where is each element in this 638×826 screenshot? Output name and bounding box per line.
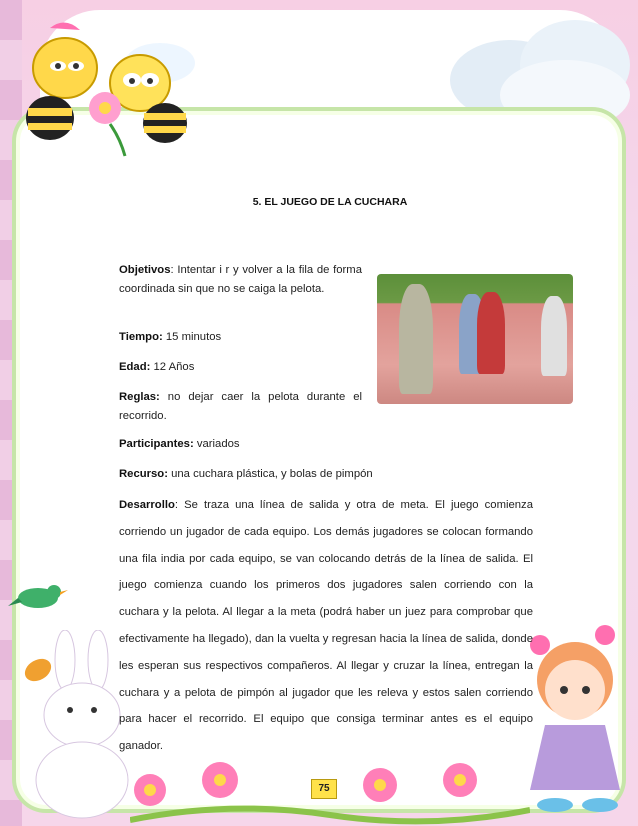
bird-illustration: [8, 578, 68, 618]
reglas-text: no dejar caer la pelota durante el recorrido.: [119, 391, 362, 422]
section-title: 5. EL JUEGO DE LA CUCHARA: [252, 196, 408, 208]
tiempo-text: 15 minutos: [162, 331, 222, 343]
girl-illustration: [520, 615, 630, 815]
bees-illustration: [10, 8, 200, 158]
edad-paragraph: [119, 358, 362, 377]
participantes-text: variados: [193, 438, 240, 450]
recurso-text: una cuchara plástica, y bolas de pimpón: [167, 468, 373, 480]
recurso-label: Recurso:: [119, 468, 168, 480]
reglas-label: Reglas:: [119, 391, 160, 403]
children-playing-photo: [377, 274, 573, 404]
desarrollo-label: Desarrollo: [119, 499, 175, 511]
desarrollo-text: : Se traza una línea de salida y otra de meta. El juego comienza corriendo un jugador de cada equipo. Los demás jugadores se colocan formando una fila india por cada equipo, se van colocando detrás de la línea de salida. El juego comienza cuando los primeros dos jugadores salen corriendo con la cuchara y la pelota. Al llegar a la meta (podrá haber un juez para comprobar que efectivamente ha llegado), dan la vuelta y regresan hacia la línea de salida, donde les esperan sus respectivos compañeros. Al llegar y cruzar la línea, entregan la cuchara y a pelota de pimpón al jugador que les releva y estos salen corriendo para hacer el recorrido. El equipo que consiga terminar antes es el equipo ganador.: [119, 499, 533, 753]
tiempo-label: Tiempo:: [119, 331, 163, 343]
edad-text: 12 Años: [150, 361, 195, 373]
objetivos-label: Objetivos: [119, 264, 171, 276]
objetivos-text: : Intentar i r y volver a la fila de forma coordinada sin que no se caiga la pelota.: [119, 264, 362, 295]
page-number: 75: [311, 779, 337, 799]
participantes-paragraph: [119, 435, 419, 454]
edad-label: Edad:: [119, 361, 151, 373]
photo-child: [477, 292, 505, 374]
tiempo-paragraph: [119, 328, 362, 347]
photo-child: [541, 296, 567, 376]
participantes-label: Participantes:: [119, 438, 194, 450]
reglas-paragraph: [119, 388, 362, 426]
recurso-paragraph: [119, 465, 539, 484]
objetivos-paragraph: [119, 261, 362, 299]
desarrollo-paragraph: [119, 492, 533, 760]
photo-child: [399, 284, 433, 394]
